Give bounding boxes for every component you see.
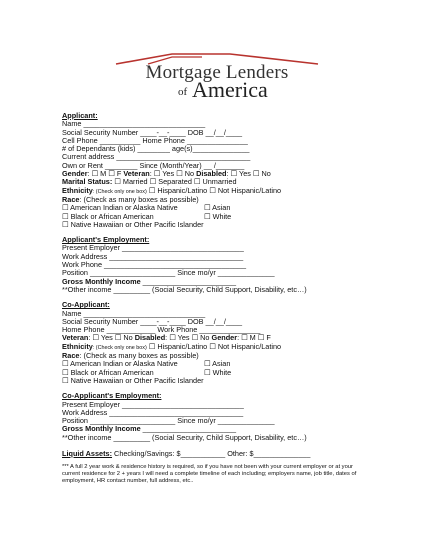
race-option-american-indian[interactable]: ☐ American Indian or Alaska Native <box>62 203 178 213</box>
gross-income-line[interactable]: _______________________ <box>140 276 237 286</box>
race-option-black[interactable]: ☐ Black or African American <box>62 211 154 221</box>
co-name-field[interactable]: Name ______________________________ <box>62 308 206 318</box>
logo-text-america: America <box>192 77 268 102</box>
ethnicity-checkboxes[interactable]: ☐ Hispanic/Latino ☐ Not Hispanic/Latino <box>146 185 282 195</box>
ethnicity-label: Ethnicity <box>62 185 93 195</box>
race-option-hawaiian[interactable]: ☐ Native Hawaiian or Other Pacific Islander <box>62 219 204 229</box>
liquid-assets-field[interactable] <box>62 450 362 458</box>
co-race-label: Race <box>62 351 80 361</box>
race-note: : (Check as many boxes as possible) <box>79 194 199 204</box>
employer-field[interactable]: Present Employer ______________________________ <box>62 243 244 253</box>
applicant-ssn-dob-field[interactable]: Social Security Number ____-__-____ DOB __/__/____ <box>62 127 243 137</box>
company-logo <box>112 54 322 100</box>
co-ssn-dob-field[interactable]: Social Security Number ____-__-____ DOB __/__/____ <box>62 316 243 326</box>
co-ethnicity-label: Ethnicity <box>62 341 93 351</box>
disabled-checkboxes[interactable]: : ☐ Yes ☐ No <box>226 169 271 179</box>
race-option-asian[interactable]: ☐ Asian <box>204 203 231 213</box>
co-employment-heading: Co-Applicant's Employment: <box>62 391 162 401</box>
applicant-employment-heading: Applicant's Employment: <box>62 235 150 245</box>
co-ethnicity-note: : (Check only one box) <box>92 344 147 351</box>
co-phone-field[interactable]: Home Phone ____________ Work Phone _______________ <box>62 325 261 335</box>
co-employer-field[interactable]: Present Employer ______________________________ <box>62 399 244 409</box>
gender-checkboxes[interactable]: : ☐ M ☐ F <box>87 169 124 179</box>
application-form <box>62 112 362 485</box>
applicant-address-field[interactable]: Current address _________________________________ <box>62 152 251 162</box>
veteran-label: Veteran <box>123 169 150 179</box>
marital-label: Marital Status: <box>62 177 113 187</box>
co-disabled-checkboxes[interactable]: : ☐ Yes ☐ No <box>165 333 212 343</box>
footnote: *** A full 2 year work & residence history is required, so if you have not been with your current employer or at your current residence for 2 + years I will need a complete timeline of each including; employers name, job title, dates of employment, HR contact number, full address, etc.. <box>62 464 357 485</box>
logo-text-main: Mortgage Lenders <box>145 62 289 83</box>
marital-checkboxes[interactable]: ☐ Married ☐ Separated ☐ Unmarried <box>112 177 237 187</box>
co-applicant-heading: Co-Applicant: <box>62 300 110 310</box>
work-phone-field[interactable]: Work Phone ___________________________________ <box>62 260 247 270</box>
co-ethnicity-checkboxes[interactable]: ☐ Hispanic/Latino ☐ Not Hispanic/Latino <box>146 341 282 351</box>
applicant-phone-field[interactable]: Cell Phone __________ Home Phone _______________ <box>62 135 248 145</box>
logo-text-of: of <box>178 86 188 98</box>
work-address-field[interactable]: Work Address _________________________________ <box>62 251 244 261</box>
liquid-assets-line[interactable]: Checking/Savings: $___________ Other: $______________ <box>112 448 311 458</box>
co-race-option-asian[interactable]: ☐ Asian <box>204 359 231 369</box>
co-gross-income-label: Gross Monthly Income <box>62 424 141 434</box>
applicant-dependants-field[interactable]: # of Dependants (kids) ________ age(s)______________ <box>62 144 250 154</box>
co-race-option-hawaiian[interactable]: ☐ Native Hawaiian or Other Pacific Islander <box>62 375 204 385</box>
co-gender-checkboxes[interactable]: : ☐ M ☐ F <box>237 333 271 343</box>
co-work-address-field[interactable]: Work Address _________________________________ <box>62 407 244 417</box>
position-field[interactable]: Position _____________________ Since mo/yr ______________ <box>62 268 275 278</box>
co-gender-label: Gender <box>211 333 238 343</box>
co-position-field[interactable]: Position _____________________ Since mo/yr ______________ <box>62 416 275 426</box>
co-race-note: : (Check as many boxes as possible) <box>79 351 199 361</box>
race-label: Race <box>62 194 80 204</box>
co-veteran-label: Veteran <box>62 333 89 343</box>
co-other-income-field[interactable]: **Other income _________ (Social Security, Child Support, Disability, etc…) <box>62 432 307 442</box>
race-option-white[interactable]: ☐ White <box>204 211 232 221</box>
co-gross-income-line[interactable]: _______________________ <box>140 424 237 434</box>
co-race-option-american-indian[interactable]: ☐ American Indian or Alaska Native <box>62 359 178 369</box>
disabled-label: Disabled <box>196 169 227 179</box>
liquid-assets-label: Liquid Assets: <box>62 448 113 458</box>
applicant-heading: Applicant: <box>62 111 98 120</box>
applicant-name-field[interactable]: Name ______________________________ <box>62 119 206 129</box>
veteran-checkboxes[interactable]: : ☐ Yes ☐ No <box>149 169 197 179</box>
co-race-option-white[interactable]: ☐ White <box>204 367 232 377</box>
co-race-option-black[interactable]: ☐ Black or African American <box>62 367 154 377</box>
gross-income-label: Gross Monthly Income <box>62 276 141 286</box>
ethnicity-note: : (Check only one box) <box>92 188 147 195</box>
other-income-field[interactable]: **Other income _________ (Social Security, Child Support, Disability, etc…) <box>62 284 307 294</box>
applicant-own-rent-field[interactable]: Own or Rent ________ Since (Month/Year) __ /_______ <box>62 160 245 170</box>
co-disabled-label: Disabled <box>134 333 166 343</box>
co-veteran-checkboxes[interactable]: : ☐ Yes ☐ No <box>88 333 135 343</box>
gender-label: Gender <box>62 169 88 179</box>
